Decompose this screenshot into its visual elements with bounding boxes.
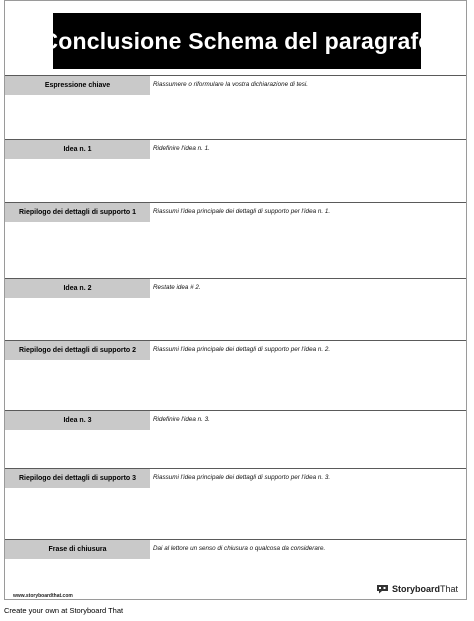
worksheet [4,0,467,600]
row-closing-sentence [5,539,466,583]
row-hint: Ridefinire l'idea n. 1. [153,145,210,152]
row-label: Riepilogo dei dettagli di supporto 3 [5,469,150,488]
row-label: Espressione chiave [5,76,150,95]
row-label: Riepilogo dei dettagli di supporto 1 [5,203,150,222]
row-idea-1 [5,139,466,202]
row-hint: Riassumi l'idea principale dei dettagli di supporto per l'idea n. 2. [153,346,331,353]
title-banner [41,13,433,69]
row-label: Idea n. 2 [5,279,150,298]
brand-logo[interactable] [376,584,458,594]
row-hint: Riassumere o riformulare la vostra dichiarazione di tesi. [153,81,309,88]
row-hint: Dai al lettore un senso di chiusura o qualcosa da considerare. [153,545,326,552]
create-your-own-link[interactable]: Create your own at Storyboard That [4,606,124,615]
speech-bubble-icon [376,584,389,594]
row-hint: Riassumi l'idea principale dei dettagli di supporto per l'idea n. 1. [153,208,331,215]
row-label: Idea n. 1 [5,140,150,159]
brand-name-light: That [439,584,458,594]
row-label: Riepilogo dei dettagli di supporto 2 [5,341,150,360]
row-idea-3 [5,410,466,468]
row-key-phrase [5,75,466,139]
row-support-2 [5,340,466,410]
row-hint: Riassumi l'idea principale dei dettagli di supporto per l'idea n. 3. [153,474,331,481]
row-idea-2 [5,278,466,340]
row-hint: Restate idea # 2. [153,284,201,291]
brand-name [392,584,458,594]
row-label: Frase di chiusura [5,540,150,559]
page-title: Conclusione Schema del paragrafo [41,27,433,54]
brand-name-bold: Storyboard [391,584,440,594]
footer-url[interactable]: www.storyboardthat.com [13,593,73,599]
row-support-3 [5,468,466,539]
row-hint: Ridefinire l'idea n. 3. [153,416,210,423]
row-label: Idea n. 3 [5,411,150,430]
row-support-1 [5,202,466,278]
